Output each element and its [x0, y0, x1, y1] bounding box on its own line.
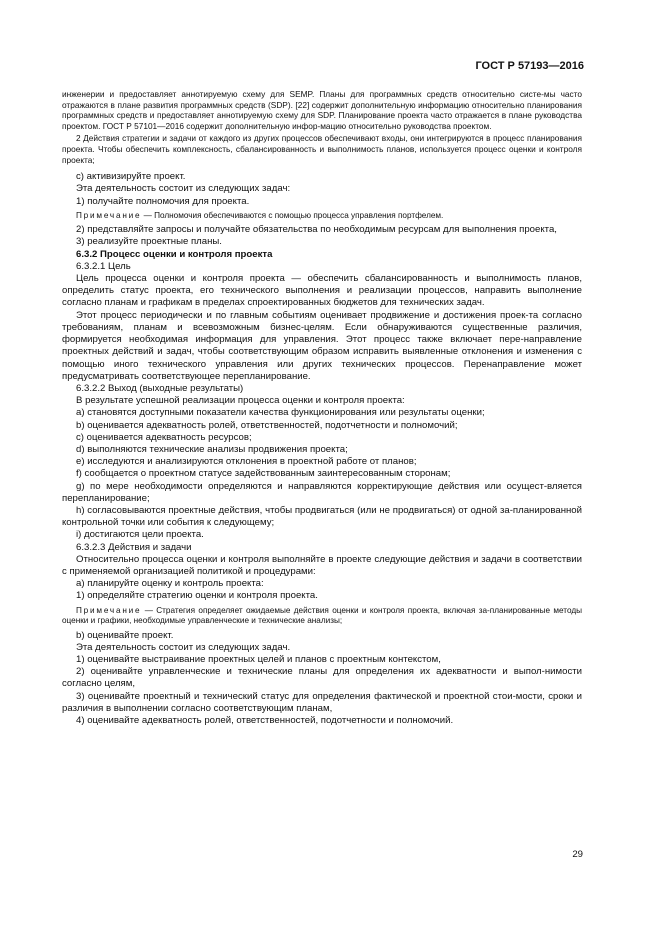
paragraph: Этот процесс периодически и по главным событиям оценивает продвижение и достижения проек-та согласно требованиям, планам и всевозможным бизнес-целям. Если обнаруживаются существенные различия, формируется необходимая информация для управления. Этот процесс также включает пере-направление проектных действий и задач, чтобы соответствующим образом исправить выявленные отклонения и изменения с помощью иного технического управления или других технических процессов. Перенаправление может предусматривать соответствующее перепланирование. [62, 309, 582, 382]
standard-header: ГОСТ Р 57193—2016 [475, 60, 584, 72]
note [62, 606, 582, 627]
subsection-title: 6.3.2.1 Цель [76, 260, 131, 272]
paragraph: Относительно процесса оценки и контроля выполняйте в проекте следующие действия и задачи в соответствии с применяемой организацией политикой и процедурами: [62, 553, 582, 577]
list-item: 1) определяйте стратегию оценки и контроля проекта. [76, 590, 318, 602]
paragraph: Эта деятельность состоит из следующих задач. [76, 641, 291, 653]
main-text [62, 171, 582, 727]
list-item: a) планируйте оценку и контроль проекта: [76, 578, 264, 590]
note-label: Примечание [76, 605, 142, 615]
list-item: i) достигаются цели проекта. [76, 529, 204, 541]
list-item: b) оценивайте проект. [76, 629, 174, 641]
list-item: a) становятся доступными показатели качества функционирования или результаты оценки; [76, 407, 485, 419]
list-item: 1) оценивайте выстраивание проектных целей и планов с проектным контекстом, [76, 653, 441, 665]
paragraph: Цель процесса оценки и контроля проекта — обеспечить сбалансированность и выполнимость планов, определить статус проекта, его технического выполнения и реализации процессов, направить выполнение согласно планам и графикам в пределах спроектированных бюджетов для технических задач. [62, 273, 582, 309]
list-item: 3) оценивайте проектный и технический статус для определения фактической и проектной стои-мости, сроки и различия в выполнении согласно соответствующим планам, [62, 690, 582, 714]
list-item: 2) представляйте запросы и получайте обязательства по необходимым ресурсам для выполнения проекта, [76, 224, 557, 236]
paragraph: В результате успешной реализации процесса оценки и контроля проекта: [76, 395, 405, 407]
note [62, 211, 582, 222]
list-item: e) исследуются и анализируются отклонения в проектной работе от планов; [76, 456, 417, 468]
list-item: с) активизируйте проект. [76, 171, 186, 183]
list-item: 4) оценивайте адекватность ролей, ответственностей, подотчетности и полномочий. [76, 714, 454, 726]
intro-small-text [62, 89, 582, 165]
list-item: b) оценивается адекватность ролей, ответственностей, подотчетности и полномочий; [76, 419, 458, 431]
list-item: g) по мере необходимости определяются и направляются корректирующие действия или осущест-вляется перепланирование; [62, 480, 582, 504]
note-label: Примечание [76, 210, 142, 220]
page-number: 29 [572, 849, 583, 860]
list-item: d) выполняются технические анализы продвижения проекта; [76, 443, 348, 455]
list-item: h) согласовываются проектные действия, чтобы продвигаться (или не продвигаться) от одной за-планированной контрольной точки или события к следующему; [62, 504, 582, 529]
paragraph: Эта деятельность состоит из следующих задач: [76, 183, 291, 195]
subsection-title: 6.3.2.2 Выход (выходные результаты) [76, 382, 244, 394]
paragraph: инженерии и предоставляет аннотируемую схему для SEMP. Планы для программных средств относительно систе-мы часто отражаются в плане развития программных средств (SDP). [22] содержит дополнительную информацию относительно планирования программных средств и предоставляет аннотируемую схему для SDP. Планирование проекта часто отражается в плане руководства проектом. ГОСТ Р 57101—2016 содержит дополнительную инфор-мацию относительно руководства проектом. [62, 89, 582, 131]
list-item: 2) оценивайте управленческие и технические планы для определения их адекватности и выпол-нимости согласно целям, [62, 666, 582, 690]
paragraph: 2 Действия стратегии и задачи от каждого из других процессов обеспечивают входы, они интегрируются в процесс планирования проекта. Чтобы обеспечить комплексность, сбалансированность и выполнимость планов, используется процесс оценки и контроля проекта; [62, 133, 582, 165]
section-heading: 6.3.2 Процесс оценки и контроля проекта [76, 248, 273, 260]
list-item: f) сообщается о проектном статусе задействованным заинтересованным сторонам; [76, 468, 451, 480]
subsection-title: 6.3.2.3 Действия и задачи [76, 541, 192, 553]
page-body [62, 89, 582, 727]
note-text: — Полномочия обеспечиваются с помощью процесса управления портфелем. [141, 210, 444, 220]
list-item: 3) реализуйте проектные планы. [76, 236, 222, 248]
note-text: — Стратегия определяет ожидаемые действия оценки и контроля проекта, включая за-планированные методы оценки и графики, необходимые управленческие и технические анализы; [62, 605, 582, 626]
list-item: c) оценивается адекватность ресурсов; [76, 431, 252, 443]
list-item: 1) получайте полномочия для проекта. [76, 195, 250, 207]
